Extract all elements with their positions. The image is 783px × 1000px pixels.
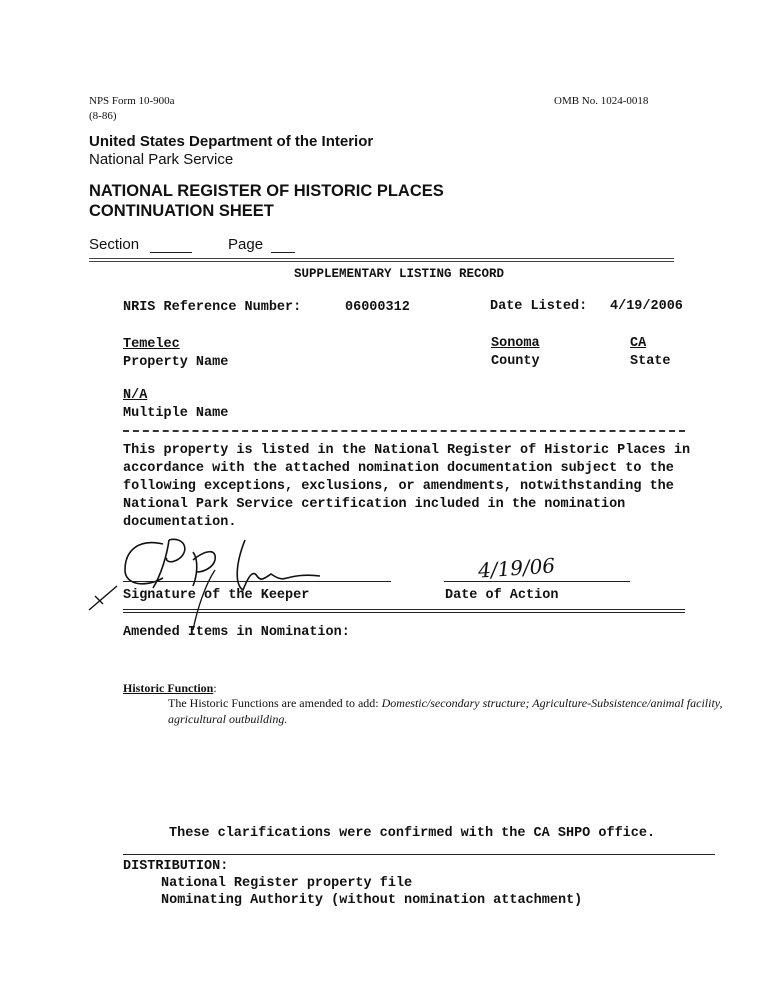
keeper-signature <box>85 530 345 640</box>
heading-colon: : <box>213 681 217 695</box>
department-name: United States Department of the Interior <box>89 133 374 150</box>
distribution-divider <box>123 854 715 855</box>
historic-function-amendment <box>168 695 728 727</box>
shpo-confirmation: These clarifications were confirmed with the CA SHPO office. <box>169 826 656 841</box>
record-heading: SUPPLEMENTARY LISTING RECORD <box>294 267 505 281</box>
signature-line <box>123 581 391 582</box>
state-label: State <box>630 354 671 369</box>
property-name-label: Property Name <box>123 355 229 370</box>
signature-label: Signature of the Keeper <box>123 588 310 603</box>
distribution-heading: DISTRIBUTION: <box>123 859 229 874</box>
county-label: County <box>491 354 540 369</box>
date-of-action-label: Date of Action <box>445 588 559 603</box>
date-listed-label: Date Listed: <box>490 299 588 314</box>
property-name-value: Temelec <box>123 337 180 352</box>
historic-function-heading: Historic Function <box>123 681 214 695</box>
amendment-text: The Historic Functions are amended to add: <box>168 696 382 710</box>
nris-value: 06000312 <box>345 300 410 315</box>
header-divider <box>89 258 674 262</box>
county-value: Sonoma <box>491 336 540 351</box>
form-number: NPS Form 10-900a <box>89 95 175 107</box>
agency-name: National Park Service <box>89 151 234 168</box>
multiple-name-label: Multiple Name <box>123 406 229 421</box>
state-value: CA <box>630 336 647 351</box>
statement-divider <box>123 430 685 432</box>
amended-items-label: Amended Items in Nomination: <box>123 625 350 640</box>
form-date: (8-86) <box>89 110 117 122</box>
date-line <box>444 581 630 582</box>
form-title-line1: NATIONAL REGISTER OF HISTORIC PLACES <box>89 182 444 200</box>
amendment-italic-text: Domestic/secondary structure; Agriculture-Subsistence/animal facility, agricultural outbuilding. <box>168 696 723 726</box>
nris-label: NRIS Reference Number: <box>123 300 302 315</box>
form-title-line2: CONTINUATION SHEET <box>89 202 274 220</box>
page-label: Page <box>228 236 264 253</box>
distribution-item: Nominating Authority (without nomination attachment) <box>161 893 583 908</box>
section-label: Section <box>89 236 140 253</box>
amended-divider <box>123 609 685 613</box>
omb-number: OMB No. 1024-0018 <box>554 95 649 107</box>
distribution-item: National Register property file <box>161 876 413 891</box>
multiple-name-value: N/A <box>123 388 148 403</box>
section-blank <box>150 252 192 253</box>
handwritten-date: 4/19/06 <box>477 553 556 583</box>
page-blank <box>271 252 295 253</box>
date-listed-value: 4/19/2006 <box>610 299 683 314</box>
listing-statement: This property is listed in the National Register of Historic Places in accordance with the attached nomination documentation subject to the following exceptions, exclusions, or amendments, notwithstanding the National Park Service certification included in the nomination documentation. <box>123 443 691 530</box>
